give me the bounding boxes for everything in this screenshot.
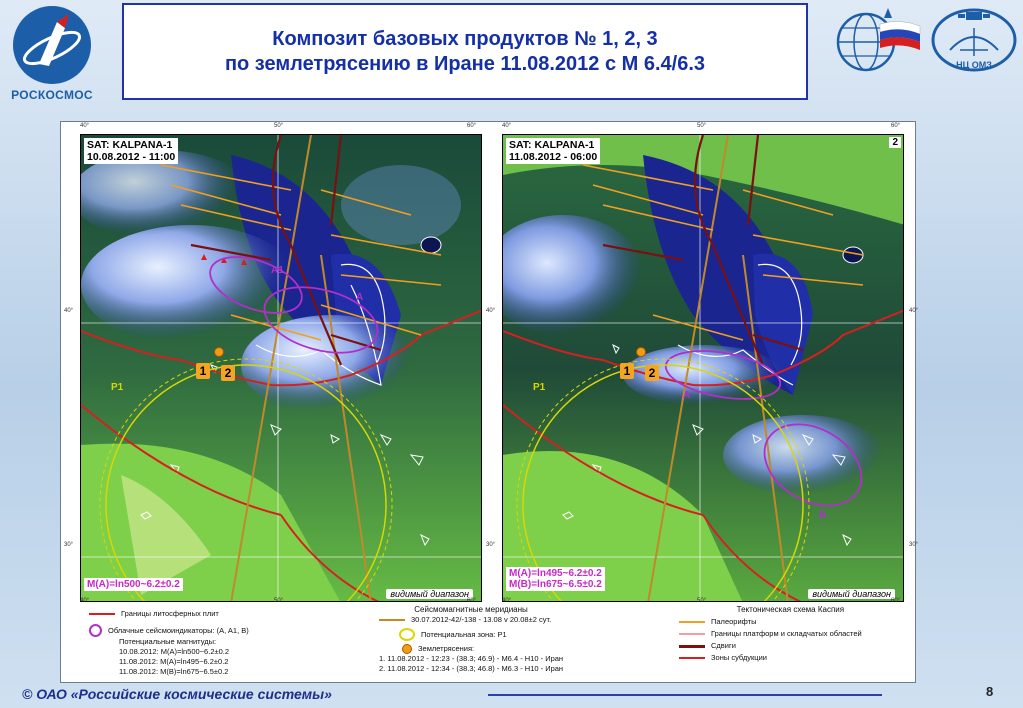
potential-zone-swatch xyxy=(399,628,415,641)
main-panel xyxy=(60,121,919,683)
sat-time-left: 10.08.2012 - 11:00 xyxy=(87,151,176,163)
legend-col-3 xyxy=(679,605,862,663)
zone-label-p1-right: P1 xyxy=(533,382,546,393)
tick-top-right-60: 60° xyxy=(891,123,901,129)
map-right-graphic xyxy=(503,135,904,602)
magnitude-label-left xyxy=(84,578,183,591)
tick-bottom-right-60: 60° xyxy=(891,598,901,604)
tick-lat-right-30: 30° xyxy=(486,542,496,548)
legend-pm3: 11.08.2012: M(B)=ln675~6.5±0.2 xyxy=(119,667,229,676)
cloud-indicator-swatch xyxy=(89,624,102,637)
globe-flag-logo xyxy=(830,4,925,76)
tick-lat-far-40: 40° xyxy=(909,308,919,314)
sat-label-right xyxy=(506,138,600,164)
tick-bottom-right-40: 40° xyxy=(502,598,512,604)
roscosmos-emblem-icon xyxy=(13,6,91,84)
earthquake-1-badge-right: 1 xyxy=(620,363,634,379)
tick-top-left-40: 40° xyxy=(80,123,90,129)
legend-eq2: 2. 11.08.2012 - 12:34 - (38.3; 46.8) - M6.3 - H10 - Иран xyxy=(379,664,564,673)
earthquake-marker-left xyxy=(214,347,224,357)
footer-divider xyxy=(488,694,882,696)
panel-number: 2 xyxy=(889,137,901,148)
tick-lat-left-40: 40° xyxy=(64,308,74,314)
legend-platform-borders: Границы платформ и складчатых областей xyxy=(711,629,862,638)
legend-caspian-title: Тектоническая схема Каспия xyxy=(736,605,845,614)
plate-border-swatch xyxy=(89,613,115,615)
tick-top-left-60: 60° xyxy=(467,123,477,129)
page-title-line1: Композит базовых продуктов № 1, 2, 3 xyxy=(272,27,658,50)
legend-subduction: Зоны субдукции xyxy=(711,653,767,662)
earthquake-2-badge-left: 2 xyxy=(221,365,235,381)
magnitude-a-left: M(A)=ln500~6.2±0.2 xyxy=(87,579,180,590)
zone-label-a1: A1 xyxy=(271,265,284,276)
legend-meridians-value: 30.07.2012-42/-138 - 13.08 v 20.08±2 сут. xyxy=(411,615,552,624)
legend-col-2 xyxy=(379,605,563,674)
page-number: 8 xyxy=(986,684,994,699)
legend-pm2: 11.08.2012: M(A)=ln495~6.2±0.2 xyxy=(119,657,229,666)
legend-potential-zone: Потенциальная зона: P1 xyxy=(421,629,507,639)
sat-time-right: 11.08.2012 - 06:00 xyxy=(509,151,598,163)
legend-cloud-indicators: Облачные сейсмоиндикаторы: (A, A1, B) xyxy=(108,625,249,635)
brand-right: НЦ ОМЗ xyxy=(956,60,992,70)
earthquake-1-badge-left: 1 xyxy=(196,363,210,379)
tick-bottom-left-60: 60° xyxy=(467,598,477,604)
roscosmos-logo xyxy=(6,6,98,106)
zone-label-a-right: A xyxy=(683,390,691,401)
tick-bottom-left-40: 40° xyxy=(80,598,90,604)
legend-plates: Границы литосферных плит xyxy=(121,609,219,618)
legend-potential-mag-title: Потенциальные магнитуды: xyxy=(119,637,217,646)
zone-label-b: B xyxy=(819,510,827,521)
earthquake-swatch xyxy=(402,644,412,654)
footer-copyright: © ОАО «Российские космические системы» xyxy=(22,686,332,702)
page-title-line2: по землетрясению в Иране 11.08.2012 с М 6.4/6.3 xyxy=(224,52,706,75)
tick-lat-left-30: 30° xyxy=(64,542,74,548)
magnitude-b-right: M(B)=ln675~6.5±0.2 xyxy=(509,579,602,590)
tick-lat-right-40: 40° xyxy=(486,308,496,314)
paleorift-swatch xyxy=(679,621,705,623)
meridian-swatch xyxy=(379,619,405,621)
sat-name-left: SAT: KALPANA-1 xyxy=(87,139,173,151)
tick-lat-far-30: 30° xyxy=(909,542,919,548)
sat-label-left xyxy=(84,138,178,164)
shift-swatch xyxy=(679,645,705,648)
legend-col-1 xyxy=(89,605,249,677)
globe-flag-icon xyxy=(830,4,925,76)
range-label-right: видимый диапазон xyxy=(808,589,895,599)
legend-meridians-title: Сейсмомагнитные меридианы xyxy=(414,605,528,614)
legend-paleorifts: Палеорифты xyxy=(711,617,757,626)
tick-top-left-50: 50° xyxy=(274,123,284,129)
legend-earthquakes-title: Землетрясения: xyxy=(418,644,475,653)
satellite-oval-icon xyxy=(930,4,1018,76)
tick-bottom-left-50: 50° xyxy=(274,598,284,604)
legend-shifts: Сдвиги xyxy=(711,641,736,650)
title-box xyxy=(122,3,808,100)
tick-top-right-40: 40° xyxy=(502,123,512,129)
legend-eq1: 1. 11.08.2012 - 12:23 - (38.3; 46.9) - M6.4 - H10 - Иран xyxy=(379,654,564,663)
tick-bottom-right-50: 50° xyxy=(697,598,707,604)
satellite-map-right xyxy=(502,134,904,602)
brand-left: РОСКОСМОС xyxy=(11,88,93,102)
subduction-swatch xyxy=(679,657,705,659)
zone-label-p1-left: P1 xyxy=(111,382,124,393)
earthquake-marker-right xyxy=(636,347,646,357)
satellite-map-left xyxy=(80,134,482,602)
magnitude-label-right xyxy=(506,567,605,591)
sat-name-right: SAT: KALPANA-1 xyxy=(509,139,595,151)
map-left-graphic xyxy=(81,135,482,602)
range-label-left: видимый диапазон xyxy=(386,589,473,599)
tick-top-right-50: 50° xyxy=(697,123,707,129)
zone-label-a-left: A xyxy=(356,292,364,303)
platform-swatch xyxy=(679,633,705,635)
magnitude-a-right: M(A)=ln495~6.2±0.2 xyxy=(509,568,602,579)
legend-pm1: 10.08.2012: M(A)=ln500~6.2±0.2 xyxy=(119,647,230,656)
earthquake-2-badge-right: 2 xyxy=(645,365,659,381)
ntsomz-logo xyxy=(930,4,1018,76)
